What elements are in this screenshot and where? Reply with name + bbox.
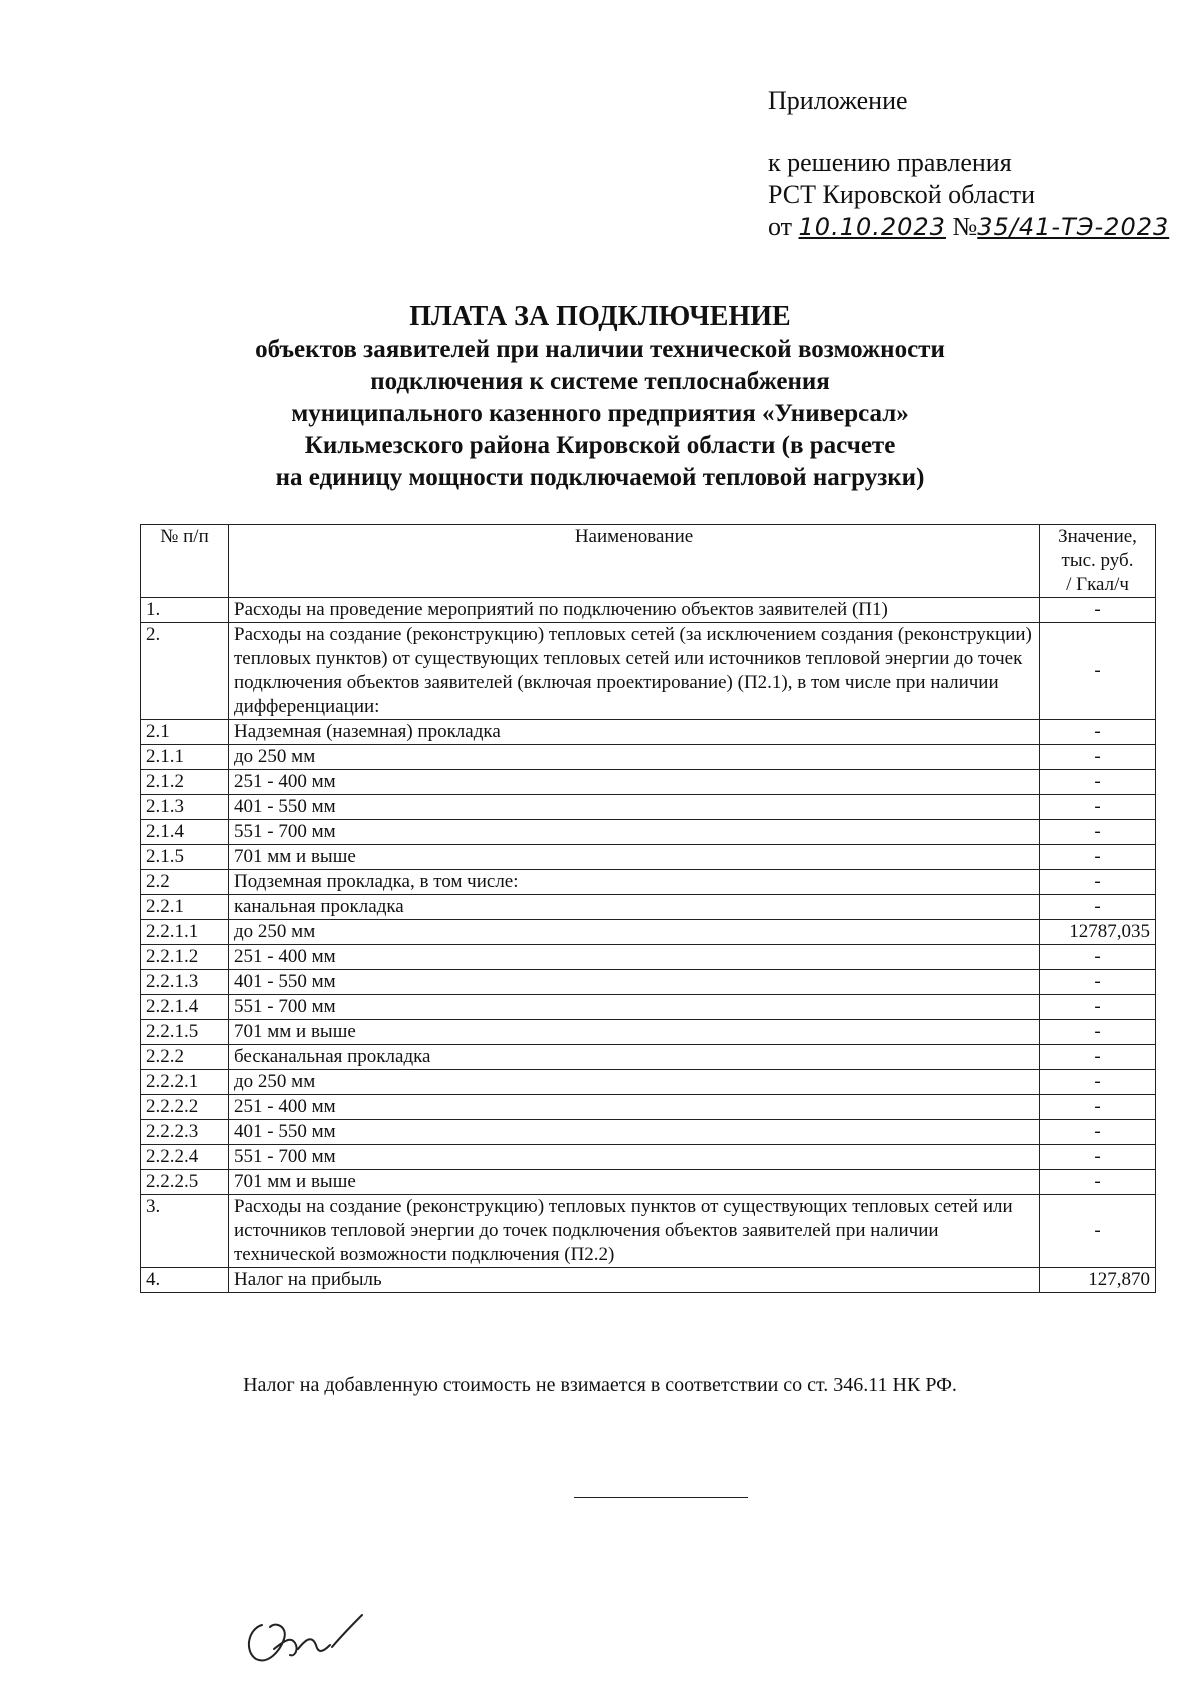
row-number: 2.1.4 bbox=[141, 820, 229, 845]
table-row bbox=[141, 1095, 1156, 1120]
row-value: - bbox=[1040, 945, 1156, 970]
row-value: - bbox=[1040, 1020, 1156, 1045]
table-row bbox=[141, 970, 1156, 995]
row-name: Расходы на создание (реконструкцию) тепловых сетей (за исключением создания (реконструкции) тепловых пунктов) от существующих тепловых сетей или источников тепловой энергии до точек подключения объектов заявителей (включая проектирование) (П2.1), в том числе при наличии дифференциации: bbox=[229, 623, 1040, 720]
row-value: - bbox=[1040, 1195, 1156, 1268]
title-line: Кильмезского района Кировской области (в расчете bbox=[304, 432, 896, 459]
table-row bbox=[141, 1070, 1156, 1095]
row-number: 2.2.1.2 bbox=[141, 945, 229, 970]
table-body bbox=[141, 598, 1156, 1293]
row-name: Налог на прибыль bbox=[229, 1268, 1040, 1293]
table-row bbox=[141, 623, 1156, 720]
row-value: - bbox=[1040, 598, 1156, 623]
header-num: № п/п bbox=[141, 525, 229, 598]
row-name: до 250 мм bbox=[229, 745, 1040, 770]
row-name: 251 - 400 мм bbox=[229, 770, 1040, 795]
row-number: 2.2.2.2 bbox=[141, 1095, 229, 1120]
table-row bbox=[141, 1120, 1156, 1145]
row-number: 3. bbox=[141, 1195, 229, 1268]
title-main: ПЛАТА ЗА ПОДКЛЮЧЕНИЕ bbox=[409, 301, 791, 332]
row-name: Расходы на создание (реконструкцию) тепловых пунктов от существующих тепловых сетей или источников тепловой энергии до точек подключения объектов заявителей при наличии технической возможности подключения (П2.2) bbox=[229, 1195, 1040, 1268]
header-value bbox=[1040, 525, 1156, 598]
table-row bbox=[141, 870, 1156, 895]
row-name: 701 мм и выше bbox=[229, 1170, 1040, 1195]
table-row bbox=[141, 1195, 1156, 1268]
row-value: - bbox=[1040, 820, 1156, 845]
header-value-line: Значение, bbox=[1058, 526, 1137, 547]
row-value: - bbox=[1040, 1145, 1156, 1170]
row-name: 551 - 700 мм bbox=[229, 820, 1040, 845]
row-number: 2.2.1.1 bbox=[141, 920, 229, 945]
table-row bbox=[141, 1145, 1156, 1170]
title-line: подключения к системе теплоснабжения bbox=[370, 368, 830, 395]
header-value-line: тыс. руб. bbox=[1061, 550, 1134, 571]
row-number: 2.2.2.3 bbox=[141, 1120, 229, 1145]
table-row bbox=[141, 845, 1156, 870]
row-number: 2.2.1.3 bbox=[141, 970, 229, 995]
title-line: объектов заявителей при наличии технической возможности bbox=[255, 336, 945, 363]
row-value: - bbox=[1040, 1070, 1156, 1095]
row-name: 551 - 700 мм bbox=[229, 995, 1040, 1020]
row-value: - bbox=[1040, 770, 1156, 795]
header-name: Наименование bbox=[229, 525, 1040, 598]
row-number: 2.1 bbox=[141, 720, 229, 745]
appendix-line-decision: к решению правления bbox=[768, 148, 1012, 177]
table-row bbox=[141, 720, 1156, 745]
table-header-row bbox=[141, 525, 1156, 598]
row-value: - bbox=[1040, 795, 1156, 820]
row-number: 2.2.1.5 bbox=[141, 1020, 229, 1045]
row-number: 2.2.1.4 bbox=[141, 995, 229, 1020]
row-value: - bbox=[1040, 970, 1156, 995]
row-number: 2.2.1 bbox=[141, 895, 229, 920]
row-value: - bbox=[1040, 745, 1156, 770]
date-prefix: от bbox=[768, 212, 793, 241]
table-row bbox=[141, 1020, 1156, 1045]
divider-line bbox=[574, 1497, 748, 1498]
row-value: 127,870 bbox=[1040, 1268, 1156, 1293]
row-name: до 250 мм bbox=[229, 1070, 1040, 1095]
row-number: 2.2.2.4 bbox=[141, 1145, 229, 1170]
document-title bbox=[0, 300, 1200, 494]
table-row bbox=[141, 920, 1156, 945]
row-name: 551 - 700 мм bbox=[229, 1145, 1040, 1170]
row-number: 2. bbox=[141, 623, 229, 720]
handwritten-number: 35/41-ТЭ-2023 bbox=[977, 213, 1170, 241]
row-name: бесканальная прокладка bbox=[229, 1045, 1040, 1070]
appendix-title: Приложение bbox=[768, 86, 908, 115]
row-name: 701 мм и выше bbox=[229, 1020, 1040, 1045]
handwritten-date: 10.10.2023 bbox=[798, 213, 946, 241]
number-prefix: № bbox=[952, 212, 978, 241]
row-name: 251 - 400 мм bbox=[229, 945, 1040, 970]
appendix-date-number bbox=[768, 214, 1169, 240]
table-row bbox=[141, 1045, 1156, 1070]
row-value: - bbox=[1040, 720, 1156, 745]
row-value: - bbox=[1040, 1170, 1156, 1195]
table-row bbox=[141, 1268, 1156, 1293]
row-name: до 250 мм bbox=[229, 920, 1040, 945]
row-number: 2.1.3 bbox=[141, 795, 229, 820]
table-row bbox=[141, 895, 1156, 920]
row-name: 401 - 550 мм bbox=[229, 1120, 1040, 1145]
fee-table bbox=[140, 524, 1156, 1293]
row-number: 2.2.2 bbox=[141, 1045, 229, 1070]
table-row bbox=[141, 995, 1156, 1020]
row-name: Надземная (наземная) прокладка bbox=[229, 720, 1040, 745]
vat-note: Налог на добавленную стоимость не взимается в соответствии со ст. 346.11 НК РФ. bbox=[243, 1374, 957, 1396]
row-name: 401 - 550 мм bbox=[229, 970, 1040, 995]
row-number: 4. bbox=[141, 1268, 229, 1293]
row-value: 12787,035 bbox=[1040, 920, 1156, 945]
signature-image bbox=[240, 1605, 370, 1675]
row-number: 2.1.5 bbox=[141, 845, 229, 870]
row-value: - bbox=[1040, 995, 1156, 1020]
row-number: 2.1.2 bbox=[141, 770, 229, 795]
row-value: - bbox=[1040, 1095, 1156, 1120]
row-name: Расходы на проведение мероприятий по подключению объектов заявителей (П1) bbox=[229, 598, 1040, 623]
row-value: - bbox=[1040, 623, 1156, 720]
row-name: 251 - 400 мм bbox=[229, 1095, 1040, 1120]
row-name: 401 - 550 мм bbox=[229, 795, 1040, 820]
row-number: 2.1.1 bbox=[141, 745, 229, 770]
row-value: - bbox=[1040, 895, 1156, 920]
title-line: муниципального казенного предприятия «Универсал» bbox=[291, 400, 909, 427]
row-number: 2.2.2.5 bbox=[141, 1170, 229, 1195]
header-value-line: / Гкал/ч bbox=[1066, 574, 1129, 595]
appendix-line-authority: РСТ Кировской области bbox=[768, 180, 1036, 209]
title-line: на единицу мощности подключаемой тепловой нагрузки) bbox=[275, 464, 925, 491]
row-value: - bbox=[1040, 845, 1156, 870]
row-value: - bbox=[1040, 1120, 1156, 1145]
row-name: 701 мм и выше bbox=[229, 845, 1040, 870]
table-row bbox=[141, 745, 1156, 770]
row-number: 1. bbox=[141, 598, 229, 623]
row-name: канальная прокладка bbox=[229, 895, 1040, 920]
table-row bbox=[141, 945, 1156, 970]
row-value: - bbox=[1040, 1045, 1156, 1070]
row-number: 2.2.2.1 bbox=[141, 1070, 229, 1095]
table-row bbox=[141, 1170, 1156, 1195]
row-number: 2.2 bbox=[141, 870, 229, 895]
table-row bbox=[141, 770, 1156, 795]
table-row bbox=[141, 598, 1156, 623]
table-row bbox=[141, 820, 1156, 845]
table-row bbox=[141, 795, 1156, 820]
row-name: Подземная прокладка, в том числе: bbox=[229, 870, 1040, 895]
row-value: - bbox=[1040, 870, 1156, 895]
